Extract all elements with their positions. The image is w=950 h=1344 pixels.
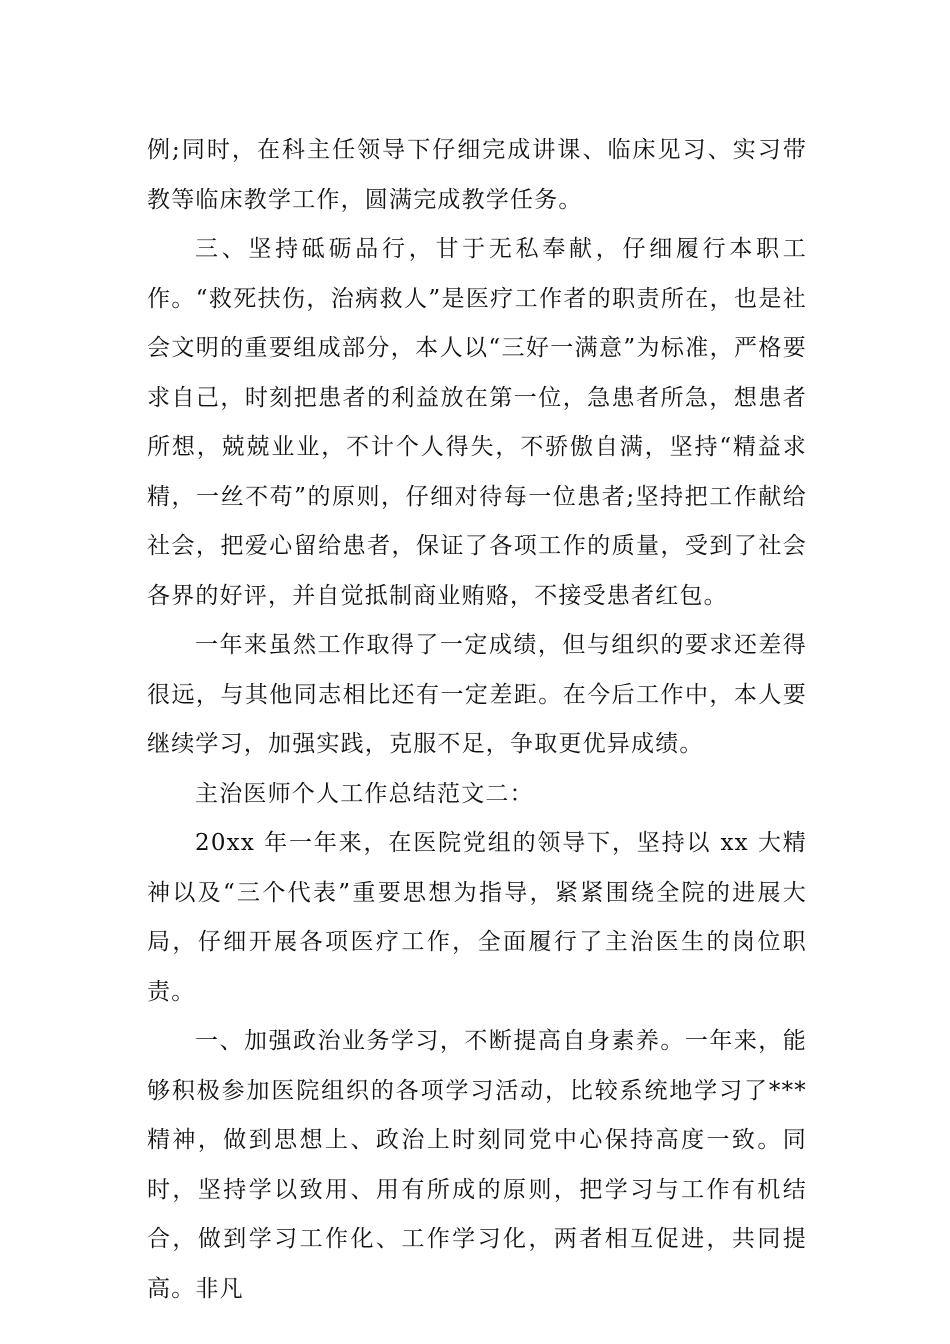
paragraph-2: 三、坚持砥砺品行，甘于无私奉献，仔细履行本职工作。“救死扶伤，治病救人”是医疗工作者的职责所在，也是社会文明的重要组成部分，本人以“三好一满意”为标准，严格要求自己，时刻把患者的利益放在第一位，急患者所急，想患者所想，兢兢业业，不计个人得失，不骄傲自满，坚持“精益求精，一丝不苟”的原则，仔细对待每一位患者;坚持把工作献给社会，把爱心留给患者，保证了各项工作的质量，受到了社会各界的好评，并自觉抵制商业贿赂，不接受患者红包。 [147, 236, 807, 609]
section-heading: 主治医师个人工作总结范文二： [195, 780, 534, 807]
paragraph-6: 一、加强政治业务学习，不断提高自身素养。一年来，能够积极参加医院组织的各项学习活动，比较系统地学习了***精神，做到思想上、政治上时刻同党中心保持高度一致。同时，坚持学以致用、用有所成的原则，把学习与工作有机结合，做到学习工作化、工作学习化，两者相互促进，共同提高。非凡 [147, 1028, 807, 1302]
paragraph-1: 例;同时，在科主任领导下仔细完成讲课、临床见习、实习带教等临床教学工作，圆满完成教学任务。 [147, 137, 807, 213]
paragraph-5: 20xx 年一年来，在医院党组的领导下，坚持以 xx 大精神以及“三个代表”重要思想为指导，紧紧围绕全院的进展大局，仔细开展各项医疗工作，全面履行了主治医生的岗位职责。 [147, 830, 807, 1005]
document-body [147, 126, 807, 1314]
paragraph-3: 一年来虽然工作取得了一定成绩，但与组织的要求还差得很远，与其他同志相比还有一定差距。在今后工作中，本人要继续学习，加强实践，克服不足，争取更优异成绩。 [147, 632, 807, 757]
